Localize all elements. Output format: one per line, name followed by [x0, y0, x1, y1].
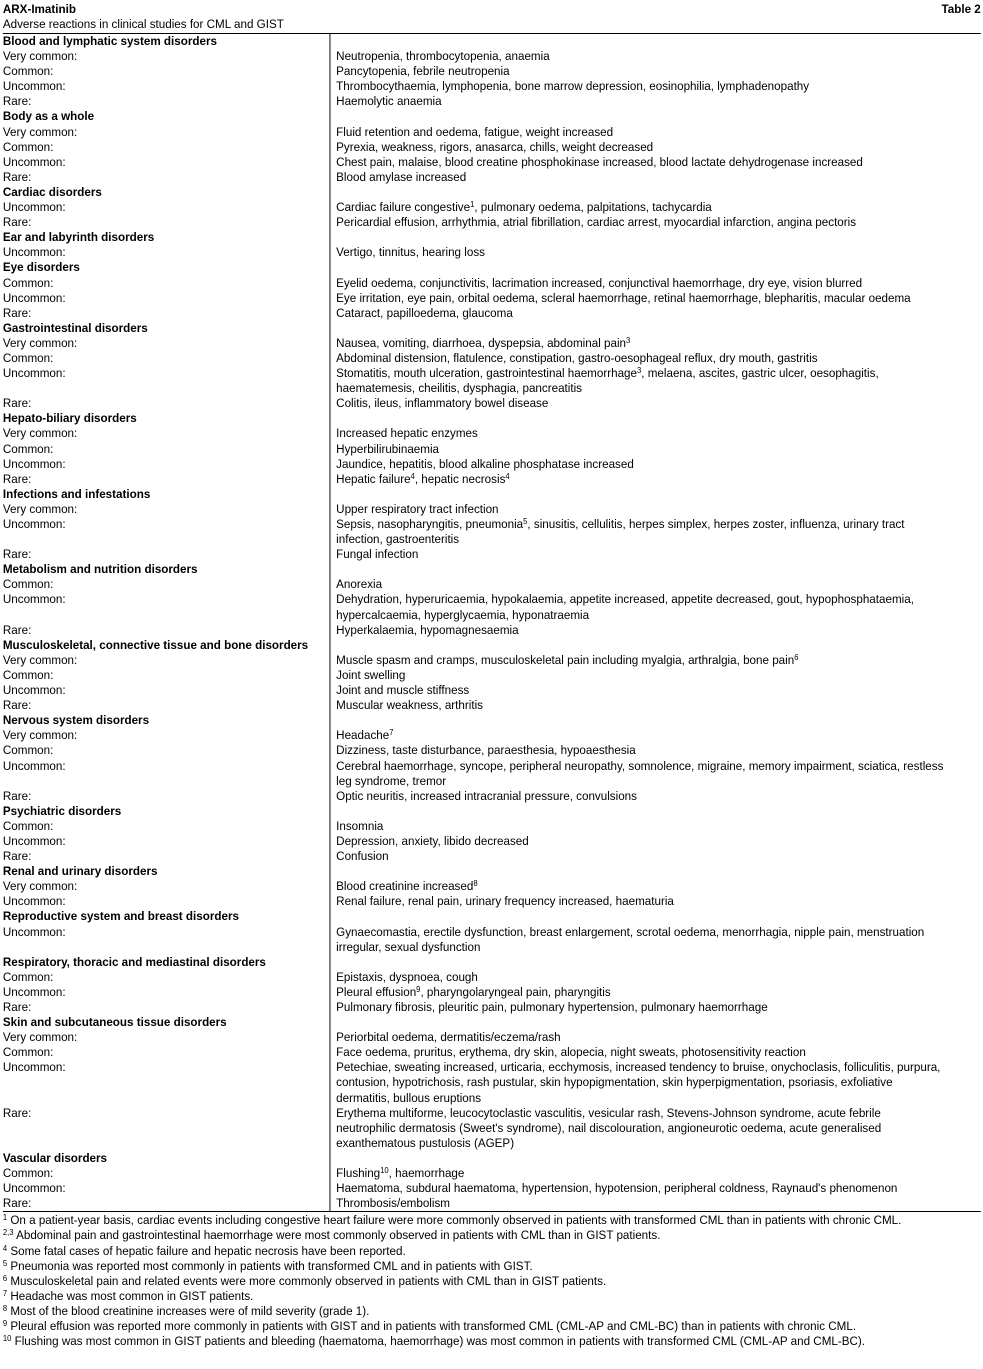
frequency-label: Uncommon: [2, 290, 66, 305]
reaction-text: Headache$^7$ [336, 728, 394, 743]
frequency-label: Uncommon: [2, 984, 66, 999]
reaction-text: Pancytopenia, febrile neutropenia [336, 64, 510, 79]
reaction-text: Chest pain, malaise, blood creatine phosphokinase increased, blood lactate dehydrogenase increased [336, 154, 863, 169]
reaction-text: Increased hepatic enzymes [336, 426, 478, 441]
reaction-text: Muscle spasm and cramps, musculoskeletal pain including myalgia, arthralgia, bone pain$^6$ [336, 652, 799, 667]
table-row [3, 79, 981, 94]
frequency-label: Rare: [2, 849, 32, 864]
table-row [3, 970, 981, 985]
frequency-label: Uncommon: [2, 592, 66, 607]
frequency-label: Uncommon: [2, 456, 66, 471]
soc-section [3, 411, 981, 486]
reaction-text: Fungal infection [336, 547, 419, 562]
soc-section [3, 562, 981, 637]
frequency-label: Very common: [2, 501, 78, 516]
table-row [3, 306, 981, 321]
reaction-text: Hyperkalaemia, hypomagnesaemia [336, 622, 519, 637]
reaction-text: Renal failure, renal pain, urinary frequency increased, haematuria [336, 894, 674, 909]
reaction-text: Blood creatinine increased$^8$ [336, 879, 478, 894]
footnote: $^4$ Some fatal cases of hepatic failure and hepatic necrosis have been reported. [2, 1243, 406, 1258]
reaction-text: Pleural effusion$^9$, pharyngolaryngeal pain, pharyngitis [336, 984, 611, 999]
reaction-text: Muscular weakness, arthritis [336, 698, 483, 713]
soc-title: Musculoskeletal, connective tissue and bone disorders [2, 637, 309, 652]
table-row [3, 64, 981, 79]
table-row [3, 849, 981, 864]
frequency-label: Common: [2, 667, 54, 682]
table-row [3, 140, 981, 155]
footnote: $^5$ Pneumonia was reported most commonly in patients with transformed CML and in patients with GIST. [2, 1258, 533, 1273]
table-row [3, 698, 981, 713]
frequency-label: Rare: [2, 94, 32, 109]
table-row [3, 985, 981, 1000]
soc-title: Psychiatric disorders [2, 803, 122, 818]
reaction-text: Cardiac failure congestive$^1$, pulmonary oedema, palpitations, tachycardia [336, 200, 712, 215]
table-row [3, 1196, 981, 1211]
table-row [3, 366, 981, 396]
table-row [3, 834, 981, 849]
reaction-text: Face oedema, pruritus, erythema, dry skin, alopecia, night sweats, photosensitivity reaction [336, 1045, 806, 1060]
table-row [3, 472, 981, 487]
frequency-label: Very common: [2, 49, 78, 64]
frequency-label: Rare: [2, 305, 32, 320]
frequency-label: Common: [2, 969, 54, 984]
frequency-label: Common: [2, 743, 54, 758]
soc-section [3, 909, 981, 954]
soc-section [3, 34, 981, 109]
soc-section [3, 487, 981, 562]
frequency-label: Uncommon: [2, 894, 66, 909]
frequency-label: Very common: [2, 335, 78, 350]
reaction-text: Eye irritation, eye pain, orbital oedema, scleral haemorrhage, retinal haemorrhage, blepharitis, macular oedema [336, 290, 911, 305]
frequency-label: Uncommon: [2, 517, 66, 531]
frequency-label: Uncommon: [2, 924, 66, 939]
soc-section [3, 260, 981, 320]
frequency-label: Common: [2, 441, 54, 456]
table-row [3, 351, 981, 366]
table-subtitle: Adverse reactions in clinical studies for CML and GIST [2, 17, 284, 31]
footnote: $^9$ Pleural effusion was reported more commonly in patients with GIST and in patients with transformed CML (CML-AP and CML-BC) than in patients with chronic CML. [2, 1318, 857, 1333]
soc-title: Renal and urinary disorders [2, 864, 158, 879]
table-row [3, 547, 981, 562]
soc-section [3, 1015, 981, 1151]
frequency-label: Common: [2, 818, 54, 833]
reaction-text: Eyelid oedema, conjunctivitis, lacrimation increased, conjunctival haemorrhage, dry eye, vision blurred [336, 275, 863, 290]
reaction-text: Hyperbilirubinaemia [336, 441, 440, 456]
frequency-label: Rare: [2, 622, 32, 637]
frequency-label: Uncommon: [2, 366, 66, 381]
reaction-text: Blood amylase increased [336, 169, 467, 184]
table-row [3, 170, 981, 185]
footnotes [3, 1212, 981, 1349]
table-row [3, 517, 981, 547]
table-row [3, 577, 981, 592]
table-row [3, 396, 981, 411]
reaction-text: Gynaecomastia, erectile dysfunction, breast enlargement, scrotal oedema, menorrhagia, nipple pain, menstruation irregular, sexual dysfunction [336, 924, 925, 954]
soc-section [3, 1151, 981, 1211]
header [3, 2, 981, 17]
footnote: $^{2,3}$ Abdominal pain and gastrointestinal haemorrhage were most commonly observed in patients with CML than in GIST patients. [2, 1228, 661, 1243]
reaction-text: Pyrexia, weakness, rigors, anasarca, chills, weight decreased [336, 139, 654, 154]
frequency-label: Common: [2, 350, 54, 365]
table-row [3, 759, 981, 789]
frequency-label: Uncommon: [2, 200, 66, 215]
reaction-text: Fluid retention and oedema, fatigue, weight increased [336, 124, 614, 139]
table-row [3, 336, 981, 351]
frequency-label: Uncommon: [2, 833, 66, 848]
soc-section [3, 955, 981, 1015]
soc-title: Reproductive system and breast disorders [2, 909, 239, 924]
reaction-text: Stomatitis, mouth ulceration, gastrointestinal haemorrhage$^3$, melaena, ascites, gastric ulcer, oesophagitis, haematemesis, cheilitis, dysphagia, pancreatitis [336, 366, 879, 396]
table-row [3, 442, 981, 457]
reaction-text: Pulmonary fibrosis, pleuritic pain, pulmonary hypertension, pulmonary haemorrhage [336, 1000, 768, 1014]
frequency-label: Rare: [2, 215, 32, 230]
reaction-text: Thrombosis/embolism [336, 1196, 450, 1211]
table-row [3, 743, 981, 758]
reaction-text: Joint and muscle stiffness [336, 683, 470, 698]
reaction-text: Dizziness, taste disturbance, paraesthesia, hypoaesthesia [336, 743, 636, 758]
soc-section [3, 864, 981, 909]
reaction-text: Pericardial effusion, arrhythmia, atrial fibrillation, cardiac arrest, myocardial infarction, angina pectoris [336, 215, 857, 230]
frequency-label: Rare: [2, 698, 32, 713]
soc-section [3, 713, 981, 804]
frequency-label: Uncommon: [2, 154, 66, 169]
frequency-label: Uncommon: [2, 245, 66, 260]
table-row [3, 623, 981, 638]
table-row [3, 155, 981, 170]
reaction-text: Jaundice, hepatitis, blood alkaline phosphatase increased [336, 456, 634, 471]
table-row [3, 1045, 981, 1060]
table-row [3, 1181, 981, 1196]
soc-title: Body as a whole [2, 109, 95, 124]
reaction-text: Optic neuritis, increased intracranial pressure, convulsions [336, 788, 637, 803]
table-row [3, 276, 981, 291]
reaction-text: Anorexia [336, 577, 383, 592]
footnote: $^1$ On a patient-year basis, cardiac events including congestive heart failure were more commonly observed in patients with transformed CML than in patients with chronic CML. [2, 1213, 902, 1228]
frequency-label: Uncommon: [2, 79, 66, 94]
reaction-text: Periorbital oedema, dermatitis/eczema/rash [336, 1030, 561, 1045]
soc-section [3, 109, 981, 184]
table-row [3, 457, 981, 472]
frequency-label: Rare: [2, 1105, 32, 1120]
table-row [3, 200, 981, 215]
table-row [3, 592, 981, 622]
frequency-label: Rare: [2, 471, 32, 486]
frequency-label: Rare: [2, 1000, 32, 1014]
frequency-label: Common: [2, 1045, 54, 1060]
soc-title: Hepato-biliary disorders [2, 411, 137, 426]
table-row [3, 49, 981, 64]
table-label: Table 2 [941, 2, 981, 16]
frequency-label: Rare: [2, 1196, 32, 1211]
frequency-label: Rare: [2, 396, 32, 411]
soc-title: Ear and labyrinth disorders [2, 230, 155, 245]
soc-title: Eye disorders [2, 260, 80, 275]
reaction-text: Nausea, vomiting, diarrhoea, dyspepsia, abdominal pain$^3$ [336, 335, 631, 350]
table-row [3, 1106, 981, 1151]
footnote: $^{10}$ Flushing was most common in GIST patients and bleeding (haematoma, haemorrhage) was most common in patients with transformed CML (CML-AP and CML-BC). [2, 1334, 866, 1349]
footnote: $^7$ Headache was most common in GIST patients. [2, 1288, 254, 1303]
reaction-text: Haematoma, subdural haematoma, hypertension, hypotension, peripheral coldness, Raynaud's phenomenon [336, 1181, 898, 1196]
soc-title: Cardiac disorders [2, 184, 102, 199]
table-row [3, 502, 981, 517]
reaction-text: Cerebral haemorrhage, syncope, peripheral neuropathy, somnolence, migraine, memory impairment, sciatica, restless leg syndrome, tremor [336, 758, 944, 788]
soc-title: Vascular disorders [2, 1150, 108, 1165]
reaction-text: Vertigo, tinnitus, hearing loss [336, 245, 485, 260]
soc-title: Skin and subcutaneous tissue disorders [2, 1015, 227, 1030]
footnote: $^6$ Musculoskeletal pain and related events were more commonly observed in patients with CML than in GIST patients. [2, 1273, 607, 1288]
table-row [3, 1030, 981, 1045]
frequency-label: Rare: [2, 788, 32, 803]
frequency-label: Very common: [2, 728, 78, 743]
reaction-text: Hepatic failure$^4$, hepatic necrosis$^4$ [336, 471, 510, 486]
frequency-label: Common: [2, 1166, 54, 1181]
table-row [3, 245, 981, 260]
soc-section [3, 321, 981, 412]
reaction-text: Colitis, ileus, inflammatory bowel disease [336, 396, 549, 411]
table-row [3, 125, 981, 140]
drug-title: ARX-Imatinib [2, 2, 76, 16]
soc-title: Blood and lymphatic system disorders [2, 34, 217, 48]
table-row [3, 879, 981, 894]
reaction-text: Abdominal distension, flatulence, constipation, gastro-oesophageal reflux, dry mouth, gastritis [336, 350, 818, 365]
frequency-label: Common: [2, 275, 54, 290]
table-row [3, 668, 981, 683]
frequency-label: Common: [2, 64, 54, 79]
soc-title: Nervous system disorders [2, 713, 150, 728]
frequency-label: Uncommon: [2, 758, 66, 773]
table-row [3, 819, 981, 834]
reaction-text: Neutropenia, thrombocytopenia, anaemia [336, 49, 550, 64]
table-row [3, 894, 981, 909]
table-row [3, 683, 981, 698]
reaction-text: Sepsis, nasopharyngitis, pneumonia$^5$, sinusitis, cellulitis, herpes simplex, herpes zoster, influenza, urinary tract infection, gastroenteritis [336, 517, 905, 547]
table-row [3, 1060, 981, 1105]
reaction-text: Confusion [336, 849, 389, 864]
reaction-text: Epistaxis, dyspnoea, cough [336, 969, 478, 984]
table-row [3, 291, 981, 306]
table-row [3, 1166, 981, 1181]
reaction-text: Dehydration, hyperuricaemia, hypokalaemia, appetite increased, appetite decreased, gout, hypophosphataemia, hypercalcaemia, hyperglycaemia, hyponatraemia [336, 592, 914, 622]
table-row [3, 925, 981, 955]
table-row [3, 789, 981, 804]
table-row [3, 215, 981, 230]
reaction-text: Joint swelling [336, 667, 406, 682]
frequency-label: Uncommon: [2, 1181, 66, 1196]
soc-title: Infections and infestations [2, 486, 151, 501]
soc-section [3, 230, 981, 260]
frequency-label: Common: [2, 139, 54, 154]
table-row [3, 94, 981, 109]
reaction-text: Thrombocythaemia, lymphopenia, bone marrow depression, eosinophilia, lymphadenopathy [336, 79, 810, 94]
table-row [3, 1000, 981, 1015]
frequency-label: Common: [2, 577, 54, 592]
footnote: $^8$ Most of the blood creatinine increases were of mild severity (grade 1). [2, 1303, 370, 1318]
soc-title: Metabolism and nutrition disorders [2, 562, 198, 577]
frequency-label: Very common: [2, 124, 78, 139]
frequency-label: Rare: [2, 547, 32, 562]
reaction-text: Upper respiratory tract infection [336, 501, 499, 516]
soc-section [3, 185, 981, 230]
adverse-reactions-table [3, 33, 981, 1212]
frequency-label: Very common: [2, 652, 78, 667]
soc-title: Respiratory, thoracic and mediastinal disorders [2, 954, 266, 969]
reaction-text: Erythema multiforme, leucocytoclastic vasculitis, vesicular rash, Stevens-Johnson syndrome, acute febrile neutrophilic dermatosis (Sweet's syndrome), nail discolouration, angioneurotic oedema, acute generalised exanthematous pustulosis (AGEP) [336, 1105, 882, 1150]
table-row [3, 426, 981, 441]
frequency-label: Uncommon: [2, 1060, 66, 1075]
reaction-text: Petechiae, sweating increased, urticaria, ecchymosis, increased tendency to bruise, onychoclasis, folliculitis, purpura, contusion, hypotrichosis, rash pustular, skin hypopigmentation, skin hyperpigmentation, psoriasis, exfoliative dermatitis, bullous eruptions [336, 1060, 941, 1105]
column-divider [329, 34, 330, 1211]
reaction-text: Insomnia [336, 818, 384, 833]
reaction-text: Haemolytic anaemia [336, 94, 442, 109]
frequency-label: Very common: [2, 426, 78, 441]
table-row [3, 728, 981, 743]
soc-section [3, 804, 981, 864]
frequency-label: Very common: [2, 1030, 78, 1045]
frequency-label: Rare: [2, 169, 32, 184]
reaction-text: Flushing$^{10}$, haemorrhage [336, 1166, 465, 1181]
soc-title: Gastrointestinal disorders [2, 320, 148, 335]
table-row [3, 653, 981, 668]
reaction-text: Depression, anxiety, libido decreased [336, 833, 529, 848]
reaction-text: Cataract, papilloedema, glaucoma [336, 305, 513, 320]
frequency-label: Very common: [2, 879, 78, 894]
soc-section [3, 638, 981, 713]
frequency-label: Uncommon: [2, 683, 66, 698]
